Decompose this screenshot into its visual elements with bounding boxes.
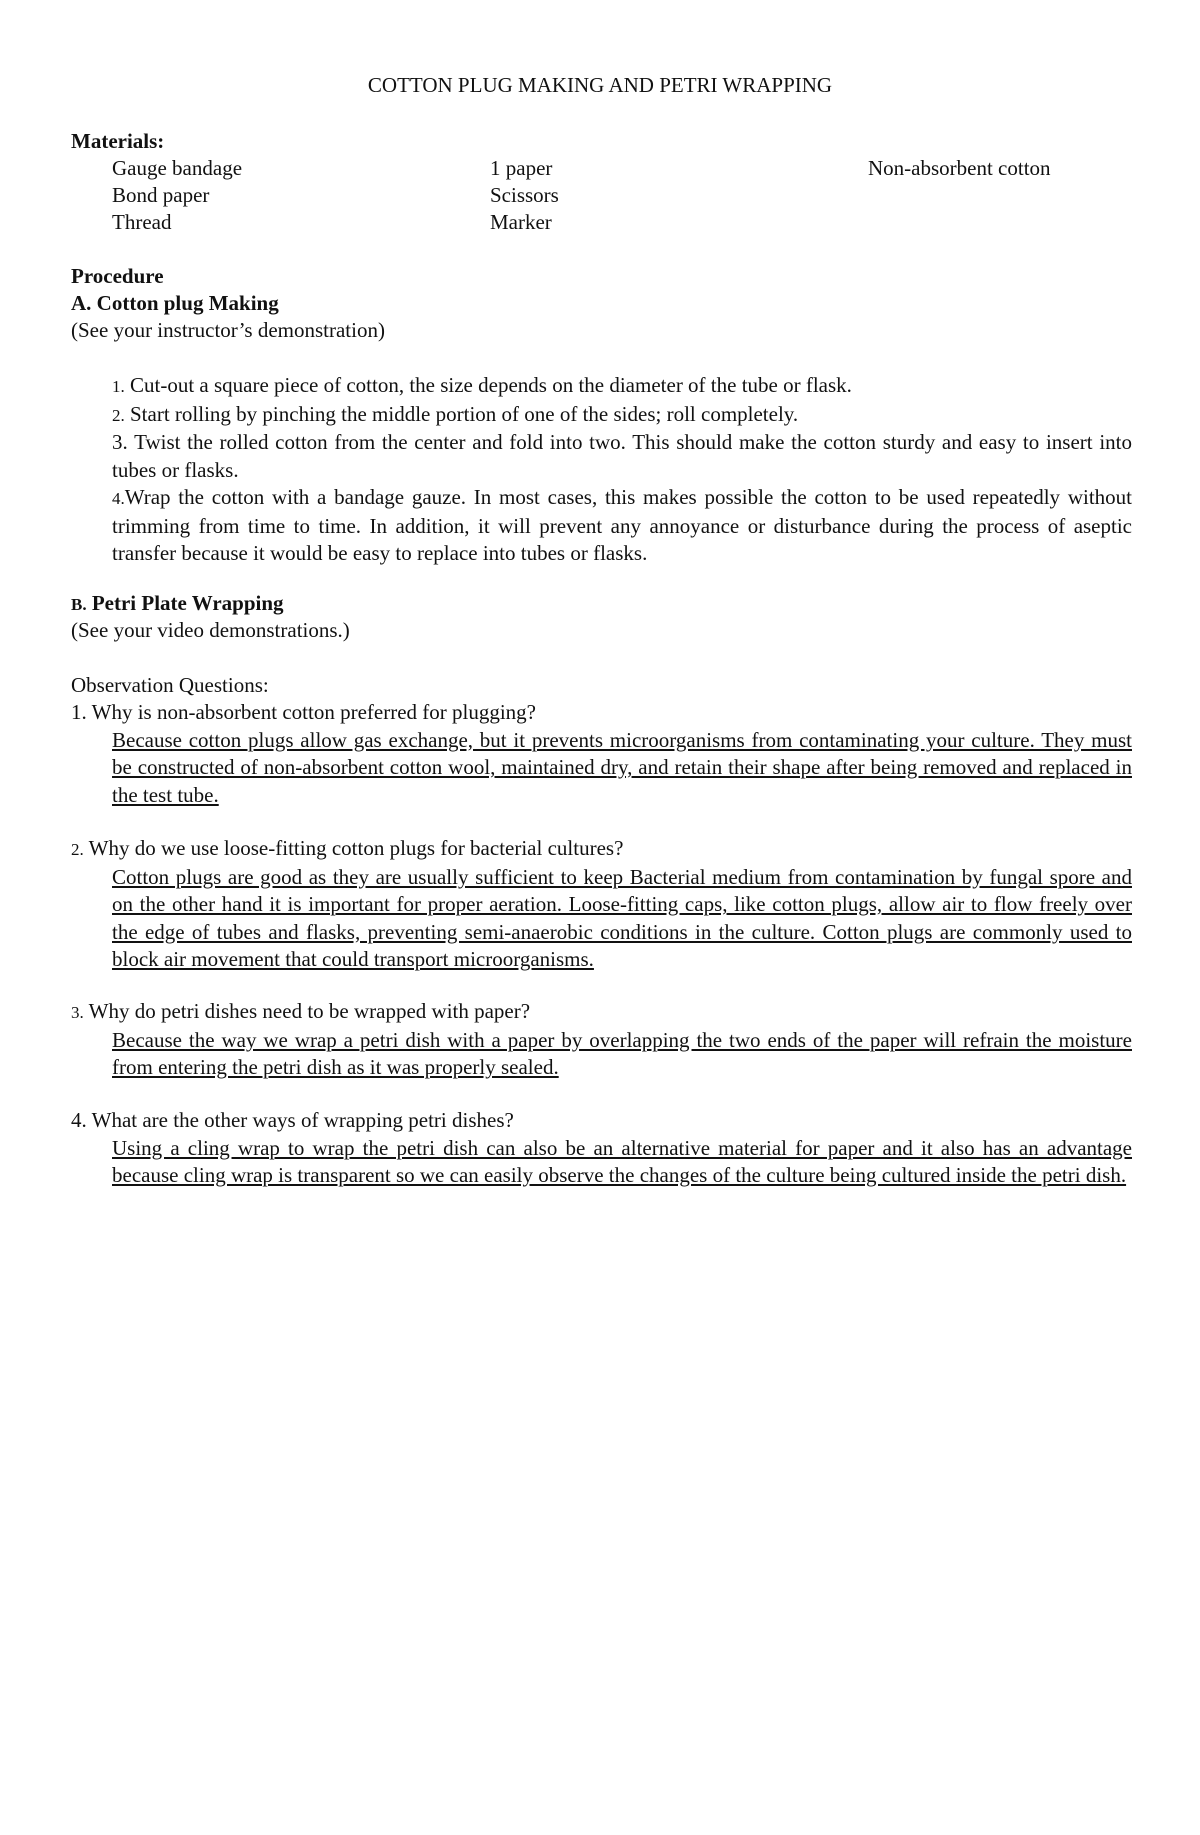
- question-block: [71, 1107, 1132, 1190]
- step-text: Start rolling by pinching the middle portion of one of the sides; roll completely.: [130, 401, 799, 426]
- answer: Using a cling wrap to wrap the petri dish can also be an alternative material for paper and it also has an advantage because cling wrap is transparent so we can easily observe the changes of the culture being cultured inside the petri dish.: [112, 1135, 1132, 1187]
- question-number: 3.: [71, 1003, 84, 1022]
- answer: Cotton plugs are good as they are usually sufficient to keep Bacterial medium from contamination by fungal spore and on the other hand it is important for proper aeration. Loose-fitting caps, like cotton plugs, allow air to flow freely over the edge of tubes and flasks, preventing semi-anaerobic conditions in the culture. Cotton plugs are commonly used to block air movement that could transport microorganisms.: [112, 864, 1132, 971]
- question: [71, 1107, 1132, 1135]
- procedure-step: [112, 372, 1132, 401]
- section-a-heading: A. Cotton plug Making: [71, 291, 279, 315]
- section-b-title: Petri Plate Wrapping: [91, 591, 284, 615]
- material-item: Bond paper: [112, 183, 210, 207]
- step-number: 2.: [112, 405, 125, 425]
- question: [71, 998, 1132, 1027]
- procedure-step: [112, 429, 1132, 484]
- step-text: Cut-out a square piece of cotton, the size depends on the diameter of the tube or flask.: [130, 373, 852, 397]
- question: [71, 835, 1132, 864]
- section-a-note: (See your instructor’s demonstration): [71, 318, 385, 342]
- material-item: Marker: [490, 210, 552, 234]
- material-item: 1 paper: [490, 156, 553, 180]
- procedure-steps: [112, 372, 1132, 568]
- section-b-note: (See your video demonstrations.): [71, 618, 350, 642]
- step-number: 1.: [112, 377, 125, 396]
- step-text: Wrap the cotton with a bandage gauze. In most cases, this makes possible the cotton to be used repeatedly without trimming from time to time. In addition, it will prevent any annoyance or disturbance during the process of aseptic transfer because it would be easy to replace into tubes or flasks.: [112, 485, 1132, 565]
- page-title: COTTON PLUG MAKING AND PETRI WRAPPING: [367, 73, 833, 97]
- question-number: 2.: [71, 840, 84, 859]
- question-block: [71, 835, 1132, 974]
- step-number: 3.: [112, 430, 128, 454]
- procedure-step: [112, 401, 1132, 430]
- answer: Because the way we wrap a petri dish with a paper by overlapping the two ends of the paper will refrain the moisture from entering the petri dish as it was properly sealed.: [112, 1027, 1132, 1079]
- question-number: 1.: [71, 700, 87, 724]
- question-text: Why is non-absorbent cotton preferred for plugging?: [91, 700, 536, 724]
- material-item: Gauge bandage: [112, 156, 243, 180]
- question-text: What are the other ways of wrapping petri dishes?: [91, 1108, 514, 1132]
- material-item: Scissors: [490, 183, 559, 207]
- section-b-letter: B.: [71, 595, 87, 614]
- question-text: Why do petri dishes need to be wrapped with paper?: [88, 999, 531, 1023]
- section-b-heading: [71, 590, 284, 619]
- answer: Because cotton plugs allow gas exchange, but it prevents microorganisms from contaminating your culture. They must be constructed of non-absorbent cotton wool, maintained dry, and retain their shape after being removed and replaced in the test tube.: [112, 727, 1132, 807]
- materials-heading: Materials:: [71, 129, 165, 153]
- step-number: 4.: [112, 489, 125, 508]
- question-block: [71, 998, 1132, 1082]
- observation-title: Observation Questions:: [71, 673, 269, 697]
- question-block: [71, 699, 1132, 809]
- step-text: Twist the rolled cotton from the center and fold into two. This should make the cotton sturdy and easy to insert into tubes or flasks.: [112, 430, 1132, 482]
- question: [71, 699, 1132, 727]
- procedure-heading: Procedure: [71, 264, 164, 288]
- material-item: Non-absorbent cotton: [868, 156, 1051, 180]
- question-number: 4.: [71, 1108, 87, 1132]
- procedure-step: [112, 484, 1132, 568]
- question-text: Why do we use loose-fitting cotton plugs for bacterial cultures?: [88, 836, 624, 860]
- material-item: Thread: [112, 210, 172, 234]
